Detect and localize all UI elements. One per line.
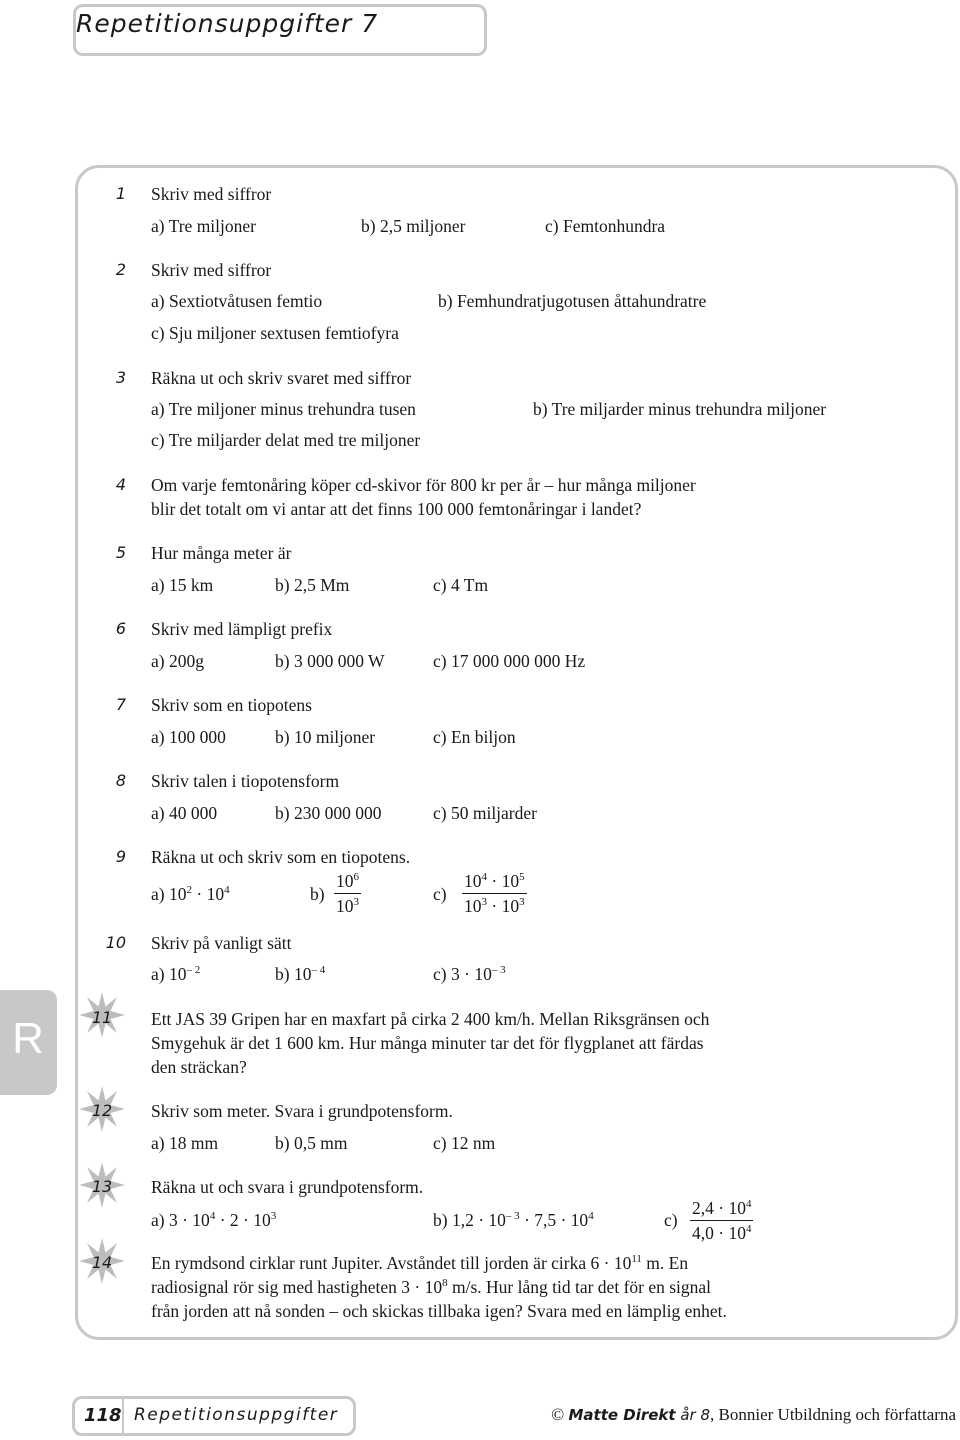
problem-text-line: En rymdsond cirklar runt Jupiter. Avståndet till jorden är cirka $6 \cdot 10^{11}$ m. En bbox=[151, 1253, 689, 1273]
copyright-icon: © bbox=[551, 1405, 565, 1424]
problem-number: 4 bbox=[115, 475, 126, 494]
problem-text-line: den sträckan? bbox=[151, 1057, 247, 1077]
problem-prompt: Skriv med siffror bbox=[151, 260, 272, 280]
part-label: b) bbox=[310, 884, 325, 904]
footer-divider bbox=[122, 1399, 124, 1433]
problem-prompt: Räkna ut och skriv svaret med siffror bbox=[151, 368, 412, 388]
problem-part: c) Femtonhundra bbox=[545, 216, 666, 236]
fraction: $\frac{10^4 \cdot 10^5}{10^3 \cdot 10^3}$ bbox=[464, 871, 525, 916]
page-number: 118 bbox=[84, 1405, 122, 1426]
problem-text-line: Ett JAS 39 Gripen har en maxfart på cirka 2 400 km/h. Mellan Riksgränsen och bbox=[151, 1009, 710, 1029]
problem-part: c) Sju miljoner sextusen femtiofyra bbox=[151, 323, 399, 343]
problem-part: c) En biljon bbox=[433, 727, 516, 747]
fraction: $\frac{2,4 \cdot 10^4}{4,0 \cdot 10^4}$ bbox=[692, 1198, 752, 1243]
problem-number: 12 bbox=[91, 1101, 113, 1120]
problem-part: b) 2,5 miljoner bbox=[361, 216, 466, 236]
problem-prompt: Räkna ut och svara i grundpotensform. bbox=[151, 1177, 424, 1197]
part-label: c) bbox=[433, 884, 447, 904]
problem-number: 3 bbox=[115, 368, 126, 387]
power-expression: b) $1,2 \cdot 10^{- 3} \cdot 7,5 \cdot 10^4$ bbox=[433, 1210, 594, 1230]
problem-prompt: Skriv på vanligt sätt bbox=[151, 933, 292, 953]
problem-number: 14 bbox=[91, 1253, 113, 1272]
problem-prompt: Skriv talen i tiopotensform bbox=[151, 771, 340, 791]
problem-part: a) Sextiotvåtusen femtio bbox=[151, 291, 323, 311]
fraction: $\frac{10^6}{10^3}$ bbox=[336, 871, 359, 916]
power-expression: a) $10^{- 2}$ bbox=[151, 964, 201, 984]
problem-part: a) Tre miljoner minus trehundra tusen bbox=[151, 399, 416, 419]
problem-number: 8 bbox=[115, 771, 126, 790]
problem-text-line: från jorden att nå sonden – och skickas tillbaka igen? Svara med en lämplig enhet. bbox=[151, 1301, 727, 1321]
power-expression: c) $3 \cdot 10^{- 3}$ bbox=[433, 964, 506, 984]
copyright-line: © Matte Direkt år 8, Bonnier Utbildning och författarna bbox=[551, 1405, 956, 1424]
problem-part: a) 100 000 bbox=[151, 727, 226, 747]
problem-part: b) 3 000 000 W bbox=[275, 651, 385, 671]
problem-number: 9 bbox=[115, 847, 126, 866]
problem-part: c) 17 000 000 000 Hz bbox=[433, 651, 586, 671]
footer-label: Repetitionsuppgifter bbox=[134, 1405, 339, 1425]
problem-text-line: Om varje femtonåring köper cd-skivor för 800 kr per år – hur många miljoner bbox=[151, 475, 696, 495]
problem-text-line: Smygehuk är det 1 600 km. Hur många minuter tar det för flygplanet att färdas bbox=[151, 1033, 704, 1053]
problem-part: a) 15 km bbox=[151, 575, 214, 595]
problem-part: b) 0,5 mm bbox=[275, 1133, 348, 1153]
problem-part: c) 4 Tm bbox=[433, 575, 489, 595]
problem-prompt: Hur många meter är bbox=[151, 543, 292, 563]
problem-prompt: Skriv som meter. Svara i grundpotensform. bbox=[151, 1101, 453, 1121]
problem-part: b) 10 miljoner bbox=[275, 727, 376, 747]
problem-part: b) Femhundratjugotusen åttahundratre bbox=[438, 291, 707, 311]
problem-prompt: Skriv med siffror bbox=[151, 184, 272, 204]
problem-part: b) 2,5 Mm bbox=[275, 575, 350, 595]
problem-part: b) Tre miljarder minus trehundra miljoner bbox=[533, 399, 827, 419]
problem-part: a) Tre miljoner bbox=[151, 216, 256, 236]
problem-text-line: blir det totalt om vi antar att det finns 100 000 femtonåringar i landet? bbox=[151, 499, 642, 519]
problem-number: 5 bbox=[115, 543, 126, 562]
problem-number: 7 bbox=[115, 695, 126, 714]
problem-number: 11 bbox=[91, 1008, 113, 1027]
power-expression: a) $3 \cdot 10^4 \cdot 2 \cdot 10^3$ bbox=[151, 1210, 277, 1230]
page-title: Repetitionsuppgifter 7 bbox=[76, 9, 379, 38]
problem-number: 1 bbox=[115, 184, 126, 203]
problem-number: 13 bbox=[91, 1177, 113, 1196]
problem-part: b) 230 000 000 bbox=[275, 803, 382, 823]
power-expression: a) $10^2 \cdot 10^4$ bbox=[151, 884, 230, 904]
problem-part: c) 50 miljarder bbox=[433, 803, 537, 823]
problem-prompt: Skriv med lämpligt prefix bbox=[151, 619, 333, 639]
problem-number: 6 bbox=[115, 619, 126, 638]
part-label: c) bbox=[664, 1210, 678, 1230]
section-letter: R bbox=[12, 1014, 44, 1063]
power-expression: b) $10^{- 4}$ bbox=[275, 964, 326, 984]
problem-part: a) 18 mm bbox=[151, 1133, 219, 1153]
problem-text-line: radiosignal rör sig med hastigheten $3 \cdot 10^8$ m/s. Hur lång tid tar det för en signal bbox=[151, 1277, 712, 1297]
problem-prompt: Räkna ut och skriv som en tiopotens. bbox=[151, 847, 411, 867]
problem-part: a) 200g bbox=[151, 651, 204, 671]
problem-number: 2 bbox=[115, 260, 126, 279]
problem-part: a) 40 000 bbox=[151, 803, 218, 823]
problem-part: c) 12 nm bbox=[433, 1133, 496, 1153]
problem-prompt: Skriv som en tiopotens bbox=[151, 695, 312, 715]
problem-part: c) Tre miljarder delat med tre miljoner bbox=[151, 430, 421, 450]
problem-number: 10 bbox=[105, 933, 126, 952]
